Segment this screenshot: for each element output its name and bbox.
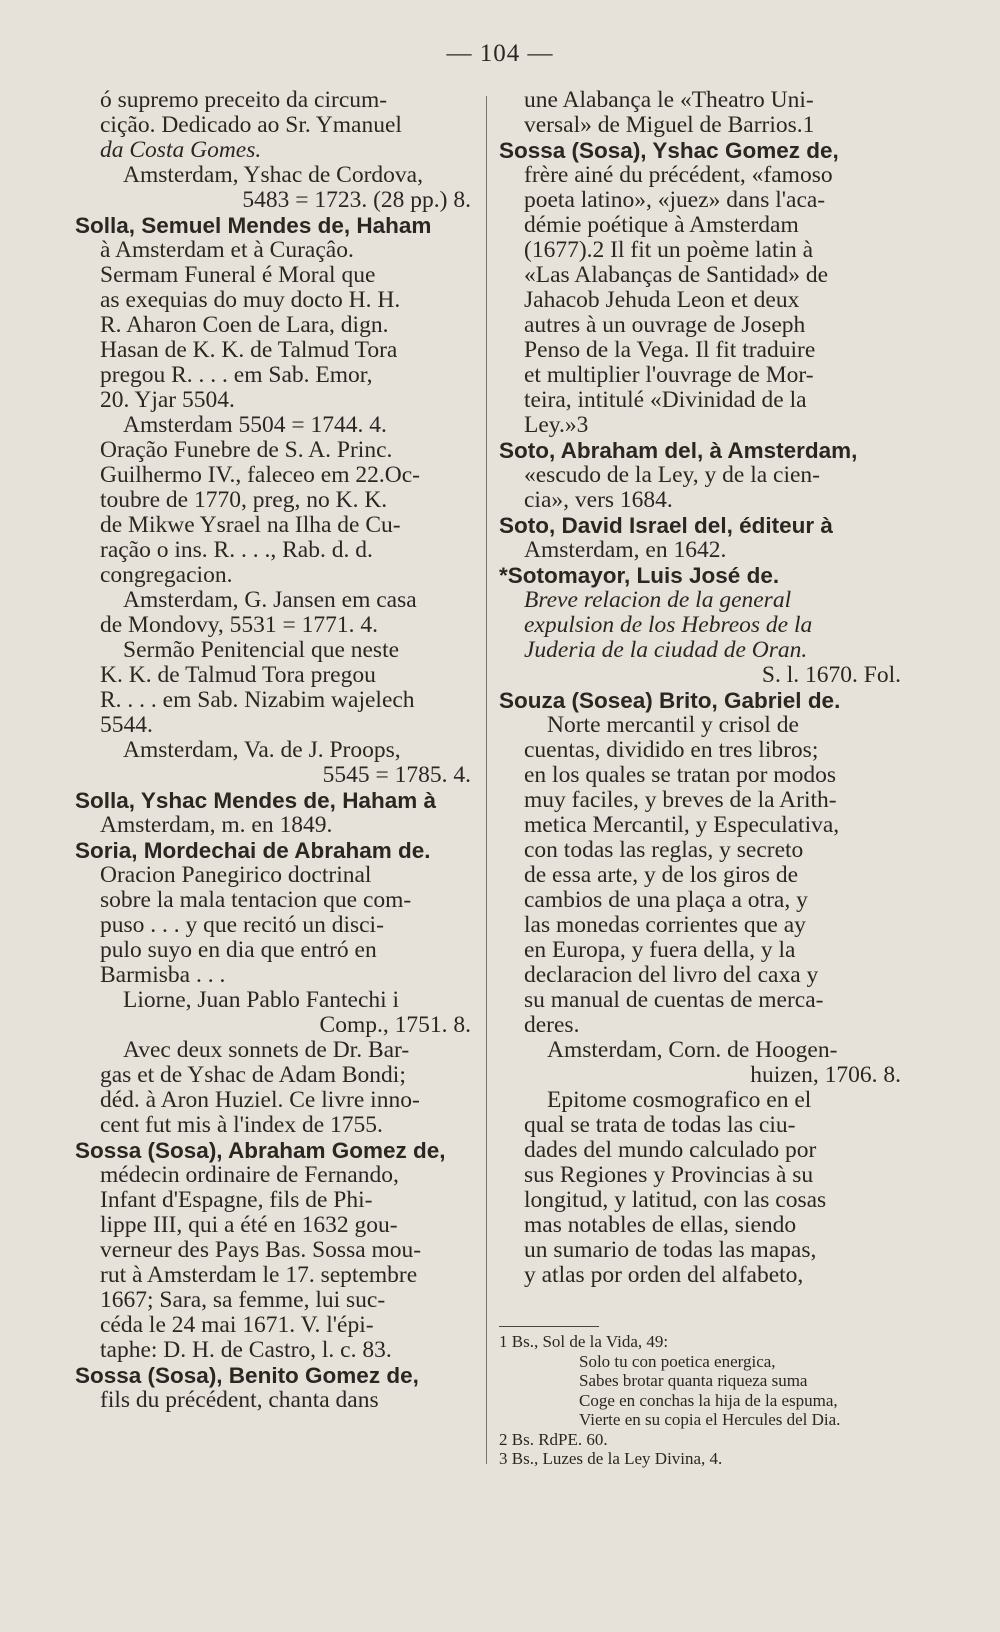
right-column-entry-heading: Sossa (Sosa), Yshac Gomez de, <box>499 138 839 163</box>
footnotes <box>499 1326 901 1469</box>
right-column-line: mas notables de ellas, siendo <box>524 1213 797 1238</box>
left-column-line: gas et de Yshac de Adam Bondi; <box>100 1063 406 1088</box>
right-column-line: Penso de la Vega. Il fit traduire <box>524 338 816 363</box>
left-column-line: congregacion. <box>100 563 233 588</box>
left-column-entry-heading: Solla, Yshac Mendes de, Haham à <box>75 788 436 813</box>
right-column-line: declaracion del livro del caxa y <box>524 963 819 988</box>
right-column-line: Epitome cosmografico en el <box>547 1088 812 1113</box>
left-column-line: Hasan de K. K. de Talmud Tora <box>100 338 398 363</box>
left-column-line: cent fut mis à l'index de 1755. <box>100 1113 383 1138</box>
left-column-line: Guilhermo IV., faleceo em 22.Oc- <box>100 463 420 488</box>
right-column-entry-heading: Soto, Abraham del, à Amsterdam, <box>499 438 858 463</box>
footnote-list <box>499 1332 901 1469</box>
left-column-line: Amsterdam, Yshac de Cordova, <box>123 163 423 188</box>
left-column-line: sobre la mala tentacion que com- <box>100 888 412 913</box>
left-column-line: K. K. de Talmud Tora pregou <box>100 663 376 688</box>
right-column-line: «escudo de la Ley, y de la cien- <box>524 463 821 488</box>
left-column-line: Barmisba . . . <box>100 963 226 988</box>
left-column-line: Sermão Penitencial que neste <box>123 638 400 663</box>
right-column-line: Amsterdam, en 1642. <box>524 538 727 563</box>
left-column-line: Comp., 1751. 8. <box>319 1013 471 1038</box>
left-column-line: 5545 = 1785. 4. <box>322 763 471 788</box>
left-column-entry-heading: Sossa (Sosa), Benito Gomez de, <box>75 1363 419 1388</box>
right-column-entry-heading: *Sotomayor, Luis José de. <box>499 563 780 588</box>
right-column-line: poeta latino», «juez» dans l'aca- <box>524 188 826 213</box>
left-column-line: taphe: D. H. de Castro, l. c. 83. <box>100 1338 392 1363</box>
right-column-line: Norte mercantil y crisol de <box>547 713 799 738</box>
right-column-line: Breve relacion de la general <box>524 588 792 613</box>
right-column-line: su manual de cuentas de merca- <box>524 988 824 1013</box>
right-column-line: con todas las reglas, y secreto <box>524 838 804 863</box>
right-column-entry-heading: Souza (Sosea) Brito, Gabriel de. <box>499 688 841 713</box>
footnote-line: 2 Bs. RdPE. 60. <box>499 1429 608 1449</box>
left-column-line: Oracion Panegirico doctrinal <box>100 863 372 888</box>
right-column-line: las monedas corrientes que ay <box>524 913 806 938</box>
left-column-line: Amsterdam, G. Jansen em casa <box>123 588 417 613</box>
right-column <box>499 88 901 1288</box>
left-column-line: R. . . . em Sab. Nizabim wajelech <box>100 688 415 713</box>
right-column-line: frère ainé du précédent, «famoso <box>524 163 833 188</box>
right-column-line: en los quales se tratan por modos <box>524 763 836 788</box>
right-column-line: dades del mundo calculado por <box>524 1138 817 1163</box>
right-column-line: huizen, 1706. 8. <box>750 1063 901 1088</box>
right-column-line: y atlas por orden del alfabeto, <box>524 1263 804 1288</box>
right-column-entry-heading: Soto, David Israel del, éditeur à <box>499 513 833 538</box>
left-column-line: de Mikwe Ysrael na Ilha de Cu- <box>100 513 401 538</box>
right-column-line: (1677).2 Il fit un poème latin à <box>524 238 814 263</box>
left-column-line: à Amsterdam et à Curaçâo. <box>100 238 354 263</box>
left-column-line: ó supremo preceito da circum- <box>100 88 388 113</box>
left-column-line: 5544. <box>100 713 153 738</box>
column-divider <box>486 96 487 1464</box>
right-column-line: muy faciles, y breves de la Arith- <box>524 788 837 813</box>
left-column-line: as exequias do muy docto H. H. <box>100 288 401 313</box>
right-column-line: versal» de Miguel de Barrios.1 <box>524 113 815 138</box>
footnote-rule <box>499 1326 599 1327</box>
right-column-line: cambios de una plaça a otra, y <box>524 888 808 913</box>
right-column-line: qual se trata de todas las ciu- <box>524 1113 796 1138</box>
right-column-line: Jahacob Jehuda Leon et deux <box>524 288 800 313</box>
right-column-line: Amsterdam, Corn. de Hoogen- <box>547 1038 838 1063</box>
footnote-line: Vierte en su copia el Hercules del Dia. <box>579 1410 841 1429</box>
left-column-line: ração o ins. R. . . ., Rab. d. d. <box>100 538 373 563</box>
footnote-line: Solo tu con poetica energica, <box>579 1351 776 1371</box>
left-column-line: fils du précédent, chanta dans <box>100 1388 379 1413</box>
right-column-line: S. l. 1670. Fol. <box>761 663 901 688</box>
right-column-line: «Las Alabanças de Santidad» de <box>524 263 829 288</box>
right-column-line: cia», vers 1684. <box>524 488 673 513</box>
footnote-line: 3 Bs., Luzes de la Ley Divina, 4. <box>499 1449 723 1468</box>
left-column-line: Infant d'Espagne, fils de Phi- <box>100 1188 373 1213</box>
left-column-entry-heading: Soria, Mordechai de Abraham de. <box>75 838 431 863</box>
left-column-line: Oração Funebre de S. A. Princ. <box>100 438 393 463</box>
right-column-line: expulsion de los Hebreos de la <box>524 613 813 638</box>
footnote-line: Sabes brotar quanta riqueza suma <box>579 1371 808 1390</box>
left-column-line: de Mondovy, 5531 = 1771. 4. <box>100 613 379 638</box>
left-column-line: cição. Dedicado ao Sr. Ymanuel <box>100 113 402 138</box>
right-column-line: en Europa, y fuera della, y la <box>524 938 796 963</box>
left-column-line: 20. Yjar 5504. <box>100 388 235 413</box>
right-column-line: Juderia de la ciudad de Oran. <box>524 638 808 663</box>
left-column-line: pulo suyo en dia que entró en <box>100 938 377 963</box>
right-column-line: longitud, y latitud, con las cosas <box>524 1188 827 1213</box>
left-column-line: Amsterdam, m. en 1849. <box>100 813 333 838</box>
left-column <box>75 88 471 1413</box>
right-column-line: deres. <box>524 1013 580 1038</box>
left-column-entry-heading: Solla, Semuel Mendes de, Haham <box>75 213 432 238</box>
left-column-line: Amsterdam 5504 = 1744. 4. <box>123 413 387 438</box>
left-column-line: Sermam Funeral é Moral que <box>100 263 376 288</box>
right-column-line: cuentas, dividido en tres libros; <box>524 738 819 763</box>
left-column-line: Avec deux sonnets de Dr. Bar- <box>123 1038 410 1063</box>
left-column-line: verneur des Pays Bas. Sossa mou- <box>100 1238 422 1263</box>
left-column-line: Amsterdam, Va. de J. Proops, <box>123 738 401 763</box>
right-column-line: metica Mercantil, y Especulativa, <box>524 813 840 838</box>
right-column-line: teira, intitulé «Divinidad de la <box>524 388 807 413</box>
left-column-line: rut à Amsterdam le 17. septembre <box>100 1263 418 1288</box>
right-column-line: autres à un ouvrage de Joseph <box>524 313 806 338</box>
right-column-line: démie poétique à Amsterdam <box>524 213 799 238</box>
right-column-line: sus Regiones y Provincias à su <box>524 1163 814 1188</box>
left-column-line: médecin ordinaire de Fernando, <box>100 1163 399 1188</box>
left-column-line: toubre de 1770, preg, no K. K. <box>100 488 388 513</box>
left-column-line: puso . . . y que recitó un disci- <box>100 913 384 938</box>
left-column-line: lippe III, qui a été en 1632 gou- <box>100 1213 398 1238</box>
right-column-line: une Alabança le «Theatro Uni- <box>524 88 814 113</box>
left-column-line: Liorne, Juan Pablo Fantechi i <box>123 988 400 1013</box>
left-column-line: da Costa Gomes. <box>100 138 262 163</box>
left-column-line: céda le 24 mai 1671. V. l'épi- <box>100 1313 374 1338</box>
right-column-line: un sumario de todas las mapas, <box>524 1238 817 1263</box>
page-number: — 104 — <box>446 40 554 67</box>
left-column-entry-heading: Sossa (Sosa), Abraham Gomez de, <box>75 1138 446 1163</box>
footnote-line: Coge en conchas la hija de la espuma, <box>579 1390 838 1410</box>
right-column-line: de essa arte, y de los giros de <box>524 863 799 888</box>
left-column-line: pregou R. . . . em Sab. Emor, <box>100 363 373 388</box>
left-column-line: R. Aharon Coen de Lara, dign. <box>100 313 389 338</box>
left-column-line: 5483 = 1723. (28 pp.) 8. <box>242 188 471 213</box>
left-column-line: 1667; Sara, sa femme, lui suc- <box>100 1288 386 1313</box>
footnote-line: 1 Bs., Sol de la Vida, 49: <box>499 1332 669 1351</box>
right-column-line: et multiplier l'ouvrage de Mor- <box>524 363 814 388</box>
right-column-line: Ley.»3 <box>524 413 589 438</box>
left-column-line: déd. à Aron Huziel. Ce livre inno- <box>100 1088 420 1113</box>
